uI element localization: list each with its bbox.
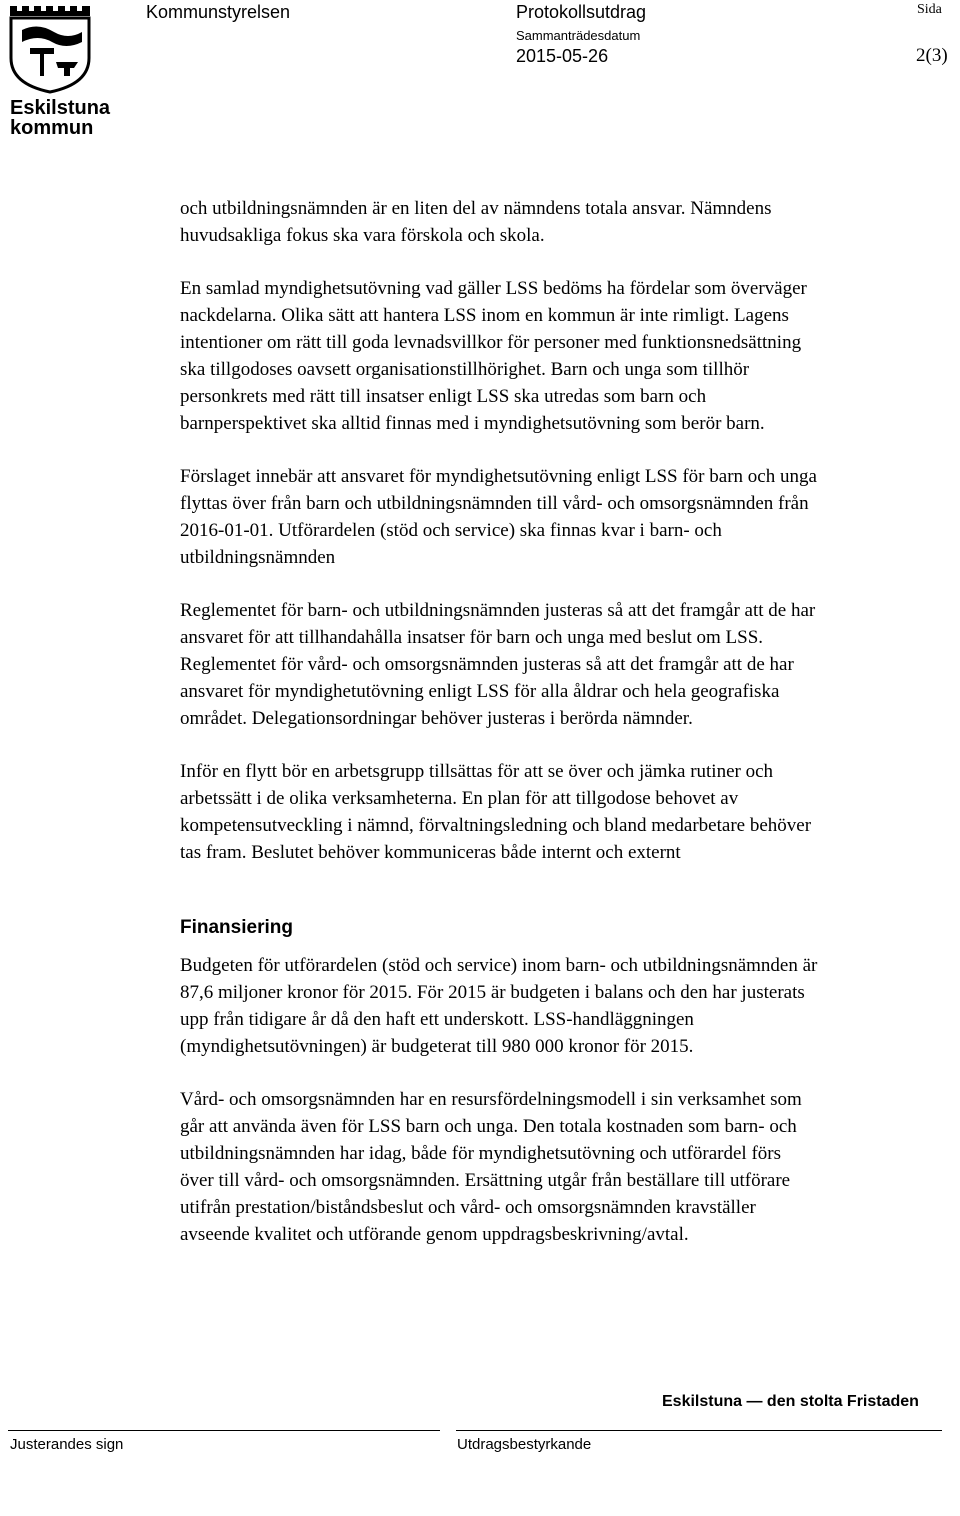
document-type: Protokollsutdrag <box>516 2 647 22</box>
document-body <box>180 195 950 1274</box>
footer-motto: Eskilstuna — den stolta Fristaden <box>662 1393 919 1410</box>
meeting-date-label: Sammanträdesdatum <box>516 28 641 43</box>
justerandes-sign-label: Justerandes sign <box>10 1436 124 1453</box>
signature-line-utdrag <box>456 1430 942 1431</box>
utdragsbestyrkande-label: Utdragsbestyrkande <box>457 1436 592 1453</box>
paragraph: Budgeten för utförardelen (stöd och service) inom barn- och utbildningsnämnden är 87,6 miljoner kronor för 2015. För 2015 är budgeten i balans och den har justerats upp från tidigare år då den haft ett underskott. LSS-handläggningen (myndighetsutövningen) är budgeterat till 980 000 kronor för 2015. <box>180 955 818 1057</box>
paragraph: Vård- och omsorgsnämnden har en resursfördelningsmodell i sin verksamhet som går att använda även för LSS barn och unga. Den totala kostnaden som barn- och utbildningsnämnden har idag, både för myndighetsutövning och utförardel förs över till vård- och omsorgsnämnden. Ersättning utgår från beställare till utförare utifrån prestation/biståndsbeslut och vård- och omsorgsnämnden kravställer avseende kvalitet och utförande genom uppdragsbeskrivning/avtal. <box>180 1089 802 1245</box>
logo-wordmark-text: Eskilstuna kommun <box>10 97 111 139</box>
page-number: 2(3) <box>916 45 948 66</box>
logo-wordmark <box>10 97 111 139</box>
paragraph: Inför en flytt bör en arbetsgrupp tillsättas för att se över och jämka rutiner och arbetssätt i de olika verksamheterna. En plan för att tillgodose behovet av kompetensutveckling i nämnd, förvaltningsledning och bland medarbetare behöver tas fram. Beslutet behöver kommuniceras både internt och externt <box>180 761 812 863</box>
signature-line-justerande <box>8 1430 440 1431</box>
page-label: Sida <box>917 2 942 17</box>
paragraph: Förslaget innebär att ansvaret för myndighetsutövning enligt LSS för barn och unga flyttas över från barn och utbildningsnämnden till vård- och omsorgsnämnden från 2016-01-01. Utförardelen (stöd och service) ska finnas kvar i barn- och utbildningsnämnden <box>180 466 817 568</box>
paragraph: En samlad myndighetsutövning vad gäller LSS bedöms ha fördelar som överväger nackdelarna. Olika sätt att hantera LSS inom en kommun är inte rimligt. Lagens intentioner om rätt till goda levnadsvillkor för personer med funktionsnedsättning ska tillgodoses oavsett organisationstillhörighet. Barn och unga som tillhör personkrets med rätt till insatser enligt LSS ska utredas som barn och barnperspektivet ska alltid finnas med i myndighetsutövning som berör barn. <box>180 278 807 434</box>
paragraph: och utbildningsnämnden är en liten del av nämndens totala ansvar. Nämndens huvudsakliga fokus ska vara förskola och skola. <box>180 198 772 246</box>
municipality-logo <box>8 2 111 139</box>
organization-name: Kommunstyrelsen <box>146 2 291 22</box>
meeting-date: 2015-05-26 <box>516 46 609 66</box>
paragraph: Reglementet för barn- och utbildningsnämnden justeras så att det framgår att de har ansvaret för att tillhandahålla insatser för barn och unga med beslut om LSS. Reglementet för vård- och omsorgsnämnden justeras så att det framgår att de har ansvaret för myndighetutövning enligt LSS för alla åldrar och hela geografiska området. Delegationsordningar behöver justeras i berörda nämnder. <box>180 600 816 729</box>
section-heading-finansiering: Finansiering <box>180 917 293 938</box>
coat-of-arms-icon <box>8 2 92 94</box>
